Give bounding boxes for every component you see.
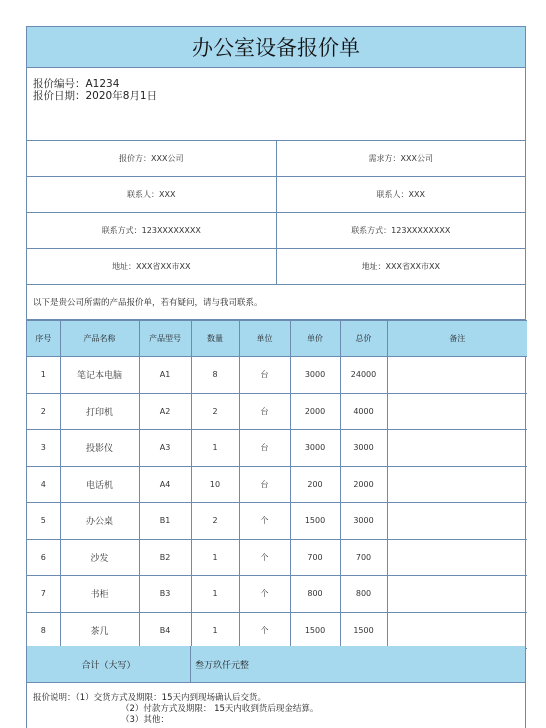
cell-unit-price: 800	[290, 576, 340, 613]
quote-date-value: 2020年8月1日	[85, 90, 158, 102]
header-index: 序号	[27, 321, 60, 357]
cell-quantity: 1	[191, 612, 239, 649]
cell-model: A4	[139, 466, 191, 503]
quote-date-line	[33, 90, 525, 102]
cell-total-price: 24000	[340, 357, 387, 394]
cell-unit: 台	[239, 393, 290, 430]
cell-remarks	[387, 430, 527, 467]
cell-model: A3	[139, 430, 191, 467]
cell-remarks	[387, 466, 527, 503]
cell-unit: 台	[239, 357, 290, 394]
quote-number-value: A1234	[85, 78, 120, 90]
buyer-cell: 需求方：XXX公司	[368, 154, 433, 163]
header-remarks: 备注	[387, 321, 527, 357]
cell-quantity: 2	[191, 393, 239, 430]
cell-product-name: 茶几	[60, 612, 139, 649]
cell-product-name: 投影仪	[60, 430, 139, 467]
buyer-contact-cell: 联系人：XXX	[376, 190, 425, 199]
header-product-name: 产品名称	[60, 321, 139, 357]
cell-unit-price: 3000	[290, 357, 340, 394]
items-table	[27, 320, 527, 649]
cell-model: A1	[139, 357, 191, 394]
table-row	[27, 357, 527, 394]
header-quantity: 数量	[191, 321, 239, 357]
cell-unit-price: 700	[290, 539, 340, 576]
notice-text: 以下是贵公司所需的产品报价单，若有疑问，请与我司联系。	[27, 285, 525, 320]
cell-unit-price: 1500	[290, 612, 340, 649]
cell-remarks	[387, 503, 527, 540]
cell-model: A2	[139, 393, 191, 430]
cell-unit: 个	[239, 612, 290, 649]
table-row	[27, 503, 527, 540]
cell-remarks	[387, 539, 527, 576]
cell-unit: 台	[239, 430, 290, 467]
quote-date-label: 报价日期：	[33, 90, 86, 102]
cell-unit: 个	[239, 503, 290, 540]
cell-product-name: 笔记本电脑	[60, 357, 139, 394]
header-total-price: 总价	[340, 321, 387, 357]
cell-quantity: 1	[191, 539, 239, 576]
quoter-phone-cell: 联系方式：123XXXXXXXX	[27, 213, 277, 248]
cell-model: B3	[139, 576, 191, 613]
cell-total-price: 4000	[340, 393, 387, 430]
cell-quantity: 1	[191, 576, 239, 613]
cell-quantity: 8	[191, 357, 239, 394]
quote-sheet	[26, 26, 526, 728]
cell-product-name: 打印机	[60, 393, 139, 430]
quote-meta	[27, 68, 525, 141]
cell-total-price: 800	[340, 576, 387, 613]
table-row	[27, 576, 527, 613]
cell-product-name: 书柜	[60, 576, 139, 613]
cell-unit-price: 3000	[290, 430, 340, 467]
notes-line-delivery: 报价说明：（1）交货方式及期限：15天内到现场确认后交货。	[33, 693, 266, 703]
quoter-cell: 报价方：XXX公司	[27, 141, 277, 176]
cell-total-price: 700	[340, 539, 387, 576]
buyer-phone-cell: 联系方式：123XXXXXXXX	[351, 226, 451, 235]
quote-number-line	[33, 78, 525, 90]
quoter-address-cell: 地址：XXX省XX市XX	[27, 249, 277, 284]
party-row-address	[27, 249, 525, 285]
party-row-phone	[27, 213, 525, 249]
header-unit-price: 单价	[290, 321, 340, 357]
table-row	[27, 466, 527, 503]
cell-index: 1	[27, 357, 60, 394]
cell-index: 4	[27, 466, 60, 503]
buyer-address-cell: 地址：XXX省XX市XX	[361, 262, 440, 271]
cell-remarks	[387, 393, 527, 430]
total-row	[27, 646, 525, 683]
notes-line-other: （3）其他：	[121, 715, 169, 725]
cell-model: B2	[139, 539, 191, 576]
cell-product-name: 沙发	[60, 539, 139, 576]
quoter-contact-cell: 联系人：XXX	[27, 177, 277, 212]
table-row	[27, 539, 527, 576]
cell-quantity: 2	[191, 503, 239, 540]
cell-product-name: 电话机	[60, 466, 139, 503]
cell-index: 8	[27, 612, 60, 649]
cell-total-price: 1500	[340, 612, 387, 649]
cell-total-price: 3000	[340, 503, 387, 540]
table-row	[27, 430, 527, 467]
total-label: 合计（大写）	[27, 646, 191, 682]
table-header-row	[27, 321, 527, 357]
cell-remarks	[387, 576, 527, 613]
cell-total-price: 3000	[340, 430, 387, 467]
table-row	[27, 393, 527, 430]
cell-index: 3	[27, 430, 60, 467]
cell-index: 7	[27, 576, 60, 613]
quote-notes	[27, 693, 531, 726]
cell-index: 5	[27, 503, 60, 540]
cell-unit-price: 200	[290, 466, 340, 503]
table-row	[27, 612, 527, 649]
cell-unit: 个	[239, 539, 290, 576]
cell-remarks	[387, 357, 527, 394]
total-value: 叁万玖仟元整	[195, 660, 250, 671]
cell-unit-price: 2000	[290, 393, 340, 430]
cell-product-name: 办公桌	[60, 503, 139, 540]
party-info	[27, 141, 525, 285]
cell-model: B1	[139, 503, 191, 540]
party-row-quoter	[27, 141, 525, 177]
cell-unit-price: 1500	[290, 503, 340, 540]
page-title: 办公室设备报价单	[27, 26, 525, 68]
cell-unit: 个	[239, 576, 290, 613]
header-unit: 单位	[239, 321, 290, 357]
quote-number-label: 报价编号：	[33, 78, 86, 90]
cell-quantity: 10	[191, 466, 239, 503]
party-row-contact	[27, 177, 525, 213]
cell-total-price: 2000	[340, 466, 387, 503]
cell-unit: 台	[239, 466, 290, 503]
cell-index: 6	[27, 539, 60, 576]
cell-index: 2	[27, 393, 60, 430]
notes-line-payment: （2）付款方式及期限： 15天内收到货后现金结算。	[121, 704, 319, 714]
cell-quantity: 1	[191, 430, 239, 467]
header-model: 产品型号	[139, 321, 191, 357]
cell-remarks	[387, 612, 527, 649]
cell-model: B4	[139, 612, 191, 649]
